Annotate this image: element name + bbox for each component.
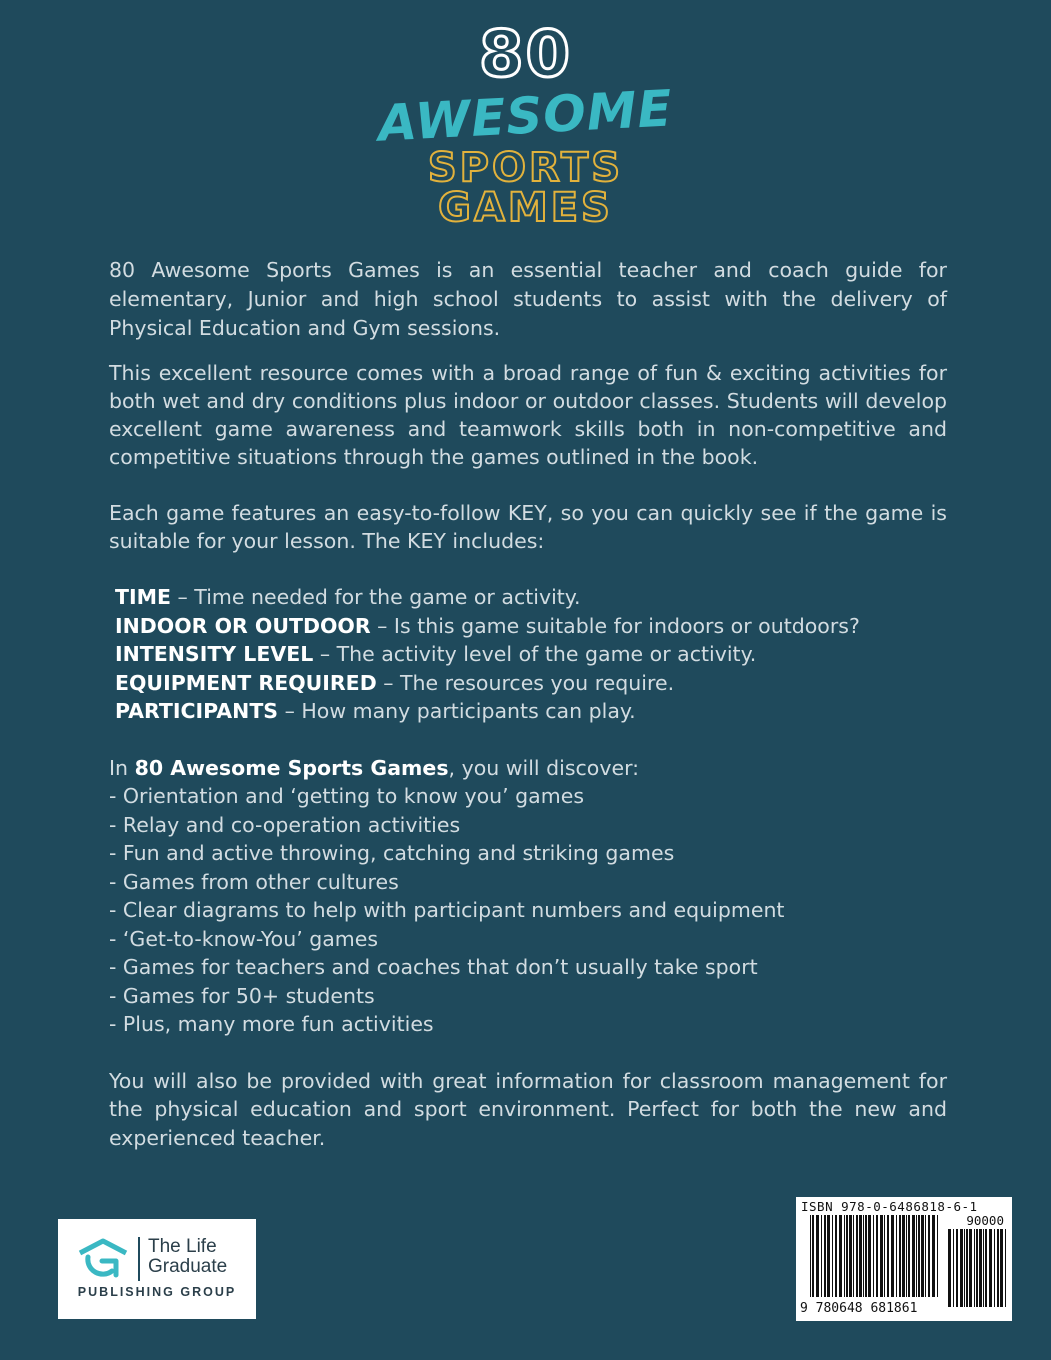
list-item: - Games for 50+ students bbox=[109, 983, 375, 1008]
barcode-bars bbox=[810, 1215, 940, 1297]
list-item: - Fun and active throwing, catching and striking games bbox=[109, 841, 675, 865]
barcode-bar bbox=[824, 1215, 826, 1297]
key-desc: – The resources you require. bbox=[376, 670, 675, 695]
book-title bbox=[0, 18, 1051, 231]
key-term: INDOOR OR OUTDOOR bbox=[115, 613, 371, 638]
key-item bbox=[115, 697, 947, 726]
barcode-bar bbox=[853, 1215, 854, 1297]
back-cover-text bbox=[109, 256, 947, 1152]
key-item bbox=[115, 640, 947, 669]
barcode-bar bbox=[891, 1215, 894, 1297]
key-item bbox=[115, 612, 947, 641]
barcode-bar bbox=[985, 1229, 987, 1307]
barcode-bar bbox=[953, 1229, 954, 1307]
title-games: GAMES bbox=[438, 185, 613, 231]
price-code: 90000 bbox=[966, 1213, 1004, 1228]
barcode-bar bbox=[956, 1229, 958, 1307]
key-item bbox=[115, 583, 947, 612]
barcode-bar bbox=[918, 1215, 920, 1297]
list-item: - Relay and co-operation activities bbox=[109, 812, 461, 837]
barcode-bar bbox=[974, 1229, 975, 1307]
barcode-bar bbox=[925, 1215, 926, 1297]
publisher-name-line2: Graduate bbox=[148, 1256, 228, 1277]
barcode-bar bbox=[948, 1229, 951, 1307]
key-term: TIME bbox=[115, 585, 172, 609]
barcode-bar bbox=[816, 1215, 819, 1297]
barcode-bar bbox=[896, 1215, 897, 1297]
list-item: - Games for teachers and coaches that don’t usually take sport bbox=[109, 955, 758, 979]
list-item: - ‘Get-to-know-You’ games bbox=[109, 926, 379, 951]
barcode-bar bbox=[859, 1215, 862, 1297]
barcode-bar bbox=[928, 1215, 930, 1297]
discover-section bbox=[109, 754, 947, 1039]
barcode-bar bbox=[916, 1215, 917, 1297]
barcode-bar bbox=[921, 1215, 924, 1297]
barcode-bar bbox=[979, 1229, 982, 1307]
publisher-logo bbox=[58, 1219, 256, 1319]
key-list bbox=[109, 583, 947, 726]
discover-intro bbox=[109, 754, 947, 783]
barcode-bar bbox=[997, 1229, 999, 1307]
barcode-bar bbox=[849, 1215, 852, 1297]
barcode-bar bbox=[884, 1215, 885, 1297]
barcode-bar bbox=[868, 1215, 871, 1297]
barcode-bar bbox=[873, 1215, 874, 1297]
key-term: EQUIPMENT REQUIRED bbox=[115, 670, 377, 695]
title-awesome: AWESOME bbox=[376, 79, 675, 153]
barcode-bar bbox=[821, 1215, 822, 1297]
barcode-bar bbox=[812, 1215, 814, 1297]
barcode-bar bbox=[880, 1215, 883, 1297]
key-desc: – The activity level of the game or activity. bbox=[313, 642, 757, 666]
barcode-bar bbox=[1000, 1229, 1003, 1307]
barcode-extension-bars bbox=[948, 1229, 1006, 1307]
list-item: - Clear diagrams to help with participant numbers and equipment bbox=[109, 898, 785, 922]
barcode-bar bbox=[856, 1215, 858, 1297]
isbn-text: ISBN 978-0-6486818-6-1 bbox=[801, 1199, 978, 1214]
discover-post: , you will discover: bbox=[448, 755, 640, 780]
publisher-group: PUBLISHING GROUP bbox=[77, 1285, 237, 1299]
barcode-bar bbox=[983, 1229, 984, 1307]
key-desc: – How many participants can play. bbox=[278, 699, 636, 723]
barcode-bar bbox=[976, 1229, 978, 1307]
barcode-bar bbox=[865, 1215, 867, 1297]
barcode-bar bbox=[989, 1229, 992, 1307]
barcode-bar bbox=[827, 1215, 830, 1297]
key-term: INTENSITY LEVEL bbox=[115, 642, 314, 666]
ean-number: 9 780648 681861 bbox=[800, 1301, 918, 1316]
barcode-bar bbox=[960, 1229, 963, 1307]
barcode-bar bbox=[969, 1229, 972, 1307]
list-item: - Plus, many more fun activities bbox=[109, 1012, 434, 1036]
barcode-bar bbox=[835, 1215, 837, 1297]
closing-paragraph: You will also be provided with great information for classroom management for the physical education and sport environment. Perfect for both the new and experienced teacher. bbox=[109, 1068, 947, 1150]
isbn-barcode bbox=[796, 1197, 1012, 1321]
barcode-bar bbox=[994, 1229, 995, 1307]
publisher-name-line1: The Life bbox=[148, 1236, 217, 1257]
barcode-bar bbox=[964, 1229, 965, 1307]
barcode-bar bbox=[908, 1215, 910, 1297]
title-sports: SPORTS bbox=[427, 145, 624, 191]
barcode-bar bbox=[906, 1215, 907, 1297]
publisher-name bbox=[148, 1237, 227, 1277]
barcode-bar bbox=[902, 1215, 905, 1297]
barcode-bar bbox=[887, 1215, 889, 1297]
key-item bbox=[115, 669, 947, 698]
list-item: - Games from other cultures bbox=[109, 869, 399, 894]
barcode-bar bbox=[899, 1215, 901, 1297]
barcode-bar bbox=[863, 1215, 864, 1297]
title-number: 80 bbox=[478, 18, 573, 92]
graduation-cap-arrow-icon bbox=[76, 1235, 130, 1283]
barcode-bar bbox=[844, 1215, 845, 1297]
key-term: PARTICIPANTS bbox=[115, 699, 279, 723]
logo-divider bbox=[138, 1237, 140, 1281]
barcode-bar bbox=[937, 1215, 938, 1297]
discover-pre: In bbox=[109, 755, 135, 780]
intro-paragraph-1: 80 Awesome Sports Games is an essential teacher and coach guide for elementary, Junior and high school students to assist with the delivery of Physical Education and Gym sessions. bbox=[109, 258, 947, 340]
barcode-bar bbox=[912, 1215, 915, 1297]
barcode-bar bbox=[1005, 1229, 1006, 1307]
key-desc: – Time needed for the game or activity. bbox=[171, 585, 581, 609]
intro-paragraph-2: This excellent resource comes with a broad range of fun & exciting activities for both wet and dry conditions plus indoor or outdoor classes. Students will develop excellent game awareness and teamwork skills both in non-competitive and competitive situations through the games outlined in the book. bbox=[109, 361, 947, 469]
barcode-bar bbox=[839, 1215, 842, 1297]
barcode-bar bbox=[810, 1215, 811, 1297]
barcode-bar bbox=[846, 1215, 848, 1297]
intro-paragraph-3: Each game features an easy-to-follow KEY, so you can quickly see if the game is suitable for your lesson. The KEY includes: bbox=[109, 501, 947, 553]
barcode-bar bbox=[932, 1215, 935, 1297]
barcode-bar bbox=[832, 1215, 833, 1297]
barcode-bar bbox=[966, 1229, 968, 1307]
discover-book-title: 80 Awesome Sports Games bbox=[134, 755, 449, 780]
barcode-bar bbox=[876, 1215, 878, 1297]
list-item: - Orientation and ‘getting to know you’ games bbox=[109, 784, 585, 808]
key-desc: – Is this game suitable for indoors or outdoors? bbox=[370, 613, 860, 638]
